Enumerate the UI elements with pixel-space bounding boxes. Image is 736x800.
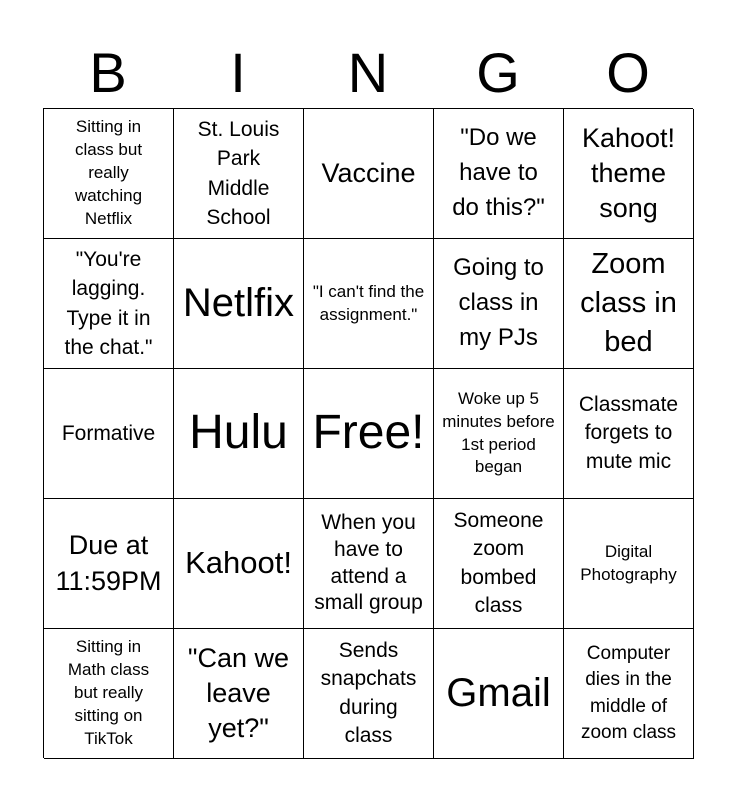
bingo-cell[interactable] xyxy=(564,629,694,759)
cell-text: Vaccine xyxy=(321,157,416,188)
bingo-cell[interactable] xyxy=(434,499,564,629)
bingo-cell[interactable] xyxy=(564,499,694,629)
cell-text: "I can't find the assignment." xyxy=(312,281,425,324)
bingo-cell[interactable] xyxy=(304,109,434,239)
cell-text: Someone zoom bombed class xyxy=(453,508,544,617)
cell-text: Due at 11:59PM xyxy=(55,530,162,596)
bingo-cell[interactable] xyxy=(174,629,304,759)
bingo-cell[interactable] xyxy=(304,239,434,369)
cell-text: "You're lagging. Type it in the chat." xyxy=(64,247,153,359)
header-letter-o: O xyxy=(606,41,650,104)
cell-text: Classmate forgets to mute mic xyxy=(578,392,679,473)
cell-text: Woke up 5 minutes before 1st period began xyxy=(442,388,555,477)
cell-text: Formative xyxy=(61,421,156,445)
bingo-cell[interactable] xyxy=(564,369,694,499)
bingo-cell[interactable] xyxy=(434,629,564,759)
bingo-board xyxy=(43,108,693,758)
bingo-cell[interactable] xyxy=(174,239,304,369)
cell-text: Sitting in class but really watching Netflix xyxy=(74,117,143,228)
cell-text: Sends snapchats during class xyxy=(320,638,417,747)
header-letter-i: I xyxy=(230,41,246,104)
cell-text: "Do we have to do this?" xyxy=(452,124,545,221)
bingo-cell[interactable] xyxy=(304,369,434,499)
cell-text: "Can we leave yet?" xyxy=(187,642,290,744)
bingo-cell[interactable] xyxy=(44,499,174,629)
header-letter-n: N xyxy=(347,41,389,104)
cell-text: Netlfix xyxy=(182,281,295,326)
bingo-cell[interactable] xyxy=(564,109,694,239)
bingo-cell[interactable] xyxy=(434,109,564,239)
cell-text: Computer dies in the middle of zoom class xyxy=(580,643,677,743)
cell-text: Digital Photography xyxy=(580,541,677,584)
bingo-header xyxy=(43,38,693,108)
cell-text: Kahoot! theme song xyxy=(581,122,676,224)
cell-text: St. Louis Park Middle School xyxy=(197,117,280,229)
bingo-cell[interactable] xyxy=(304,499,434,629)
cell-text: Sitting in Math class but really sitting on TikTok xyxy=(67,637,150,748)
cell-text: Going to class in my PJs xyxy=(453,254,544,351)
cell-text: Free! xyxy=(312,406,425,460)
bingo-cell[interactable] xyxy=(174,369,304,499)
bingo-cell[interactable] xyxy=(44,369,174,499)
cell-text: Gmail xyxy=(446,671,551,716)
bingo-cell[interactable] xyxy=(44,629,174,759)
cell-text: Kahoot! xyxy=(185,545,292,581)
header-letter-g: G xyxy=(476,41,520,104)
bingo-cell[interactable] xyxy=(564,239,694,369)
bingo-cell[interactable] xyxy=(304,629,434,759)
bingo-cell[interactable] xyxy=(44,109,174,239)
header-letter-b: B xyxy=(89,41,127,104)
cell-text: Hulu xyxy=(189,406,288,460)
cell-text: Zoom class in bed xyxy=(580,247,677,359)
bingo-cell[interactable] xyxy=(174,499,304,629)
bingo-cell[interactable] xyxy=(434,369,564,499)
bingo-cell[interactable] xyxy=(434,239,564,369)
bingo-cell[interactable] xyxy=(44,239,174,369)
cell-text: When you have to attend a small group xyxy=(314,510,423,615)
bingo-cell[interactable] xyxy=(174,109,304,239)
